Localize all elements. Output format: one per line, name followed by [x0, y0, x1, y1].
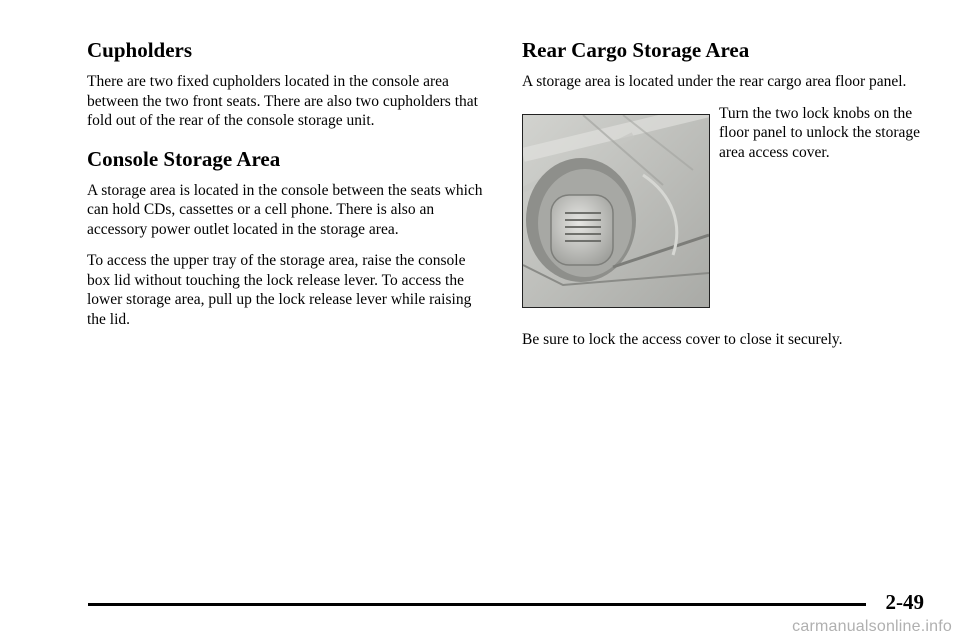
console-storage-paragraph-2: To access the upper tray of the storage area, raise the console box lid without touching the lock release lever. To access the lower storage area, pull up the lock release lever while raising the lid. [87, 252, 472, 328]
console-storage-heading: Console Storage Area [87, 146, 281, 171]
cupholders-heading: Cupholders [87, 38, 193, 62]
rear-cargo-closing: Be sure to lock the access cover to close it securely. [522, 330, 843, 348]
footer-rule [88, 603, 866, 606]
right-column [522, 38, 932, 361]
rear-cargo-intro: A storage area is located under the rear cargo area floor panel. [522, 73, 907, 91]
cupholders-body: There are two fixed cupholders located in the console area between the two front seats. There are also two cupholders that fold out of the rear of the console storage unit. [87, 73, 478, 130]
lock-knob-illustration [522, 114, 710, 308]
left-column [87, 38, 492, 341]
page-number: 2-49 [885, 590, 924, 614]
rear-cargo-heading: Rear Cargo Storage Area [522, 38, 750, 62]
figure-row [522, 104, 932, 318]
console-storage-paragraph-1: A storage area is located in the console between the seats which can hold CDs, cassettes or a cell phone. There is also an accessory power outlet located in the storage area. [87, 181, 483, 238]
watermark: carmanualsonline.info [792, 618, 952, 635]
figure-caption: Turn the two lock knobs on the floor panel to unlock the storage area access cover. [719, 104, 921, 161]
